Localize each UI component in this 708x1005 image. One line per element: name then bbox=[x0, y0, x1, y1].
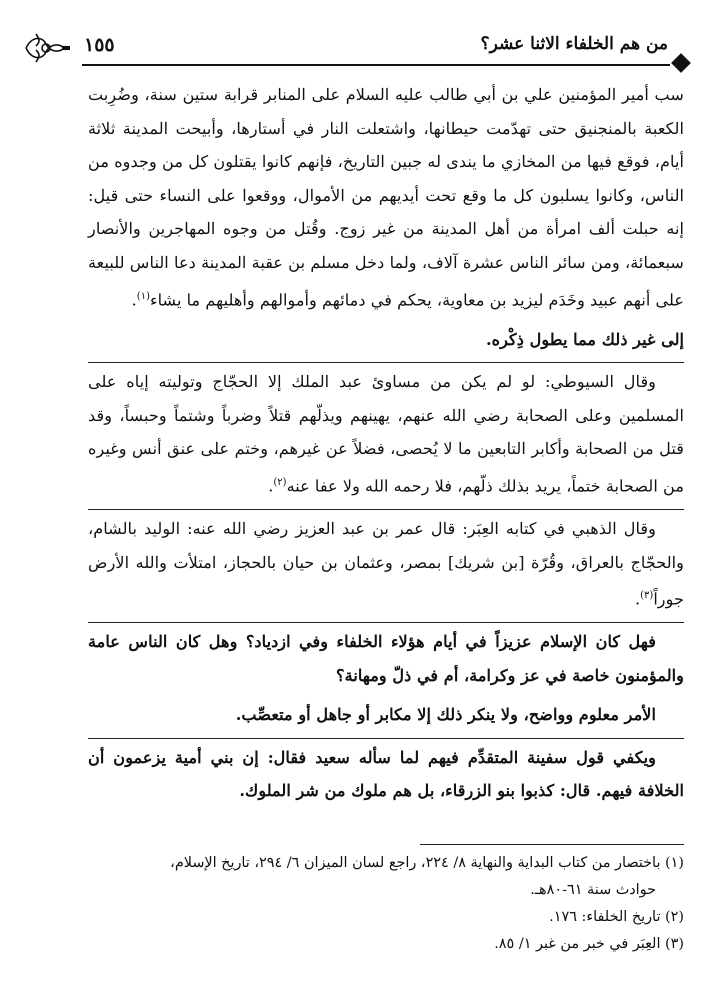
ornament-icon bbox=[22, 28, 70, 68]
footnote-ref-3[interactable]: (٣) bbox=[640, 590, 654, 602]
paragraph-2: إلى غير ذلك مما يطول ذِكْره. bbox=[486, 329, 684, 349]
header-rule bbox=[82, 64, 670, 66]
footnote-2: (٢) تاريخ الخلفاء: ١٧٦. bbox=[549, 909, 684, 925]
footnotes bbox=[88, 850, 684, 958]
paragraph-1: سب أمير المؤمنين علي بن أبي طالب عليه السلام على المنابر قرابة ستين سنة، وضُرِبت الكعبة بالمنجنيق حتى تهدّمت حيطانها، واشتعلت النار في أستارها، وأبيحت المدينة ثلاثة أيام، فوقع فيها من المخازي ما يندى له جبين التاريخ، فإنهم كانوا يقتلون كل من وجدوه من الناس، وكانوا يسلبون كل ما وقع تحت أيديهم من الأموال، ووقعوا على النساء حتى قيل: إنه حبلت ألف امرأة من أهل المدينة من غير زوج. وقُتل من وجوه المهاجرين والأنصار سبعمائة، ومن سائر الناس عشرة آلاف، ولما دخل مسلم بن عقبة المدينة دعا الناس للبيعة على أنهم عبيد وخَدَم ليزيد بن معاوية، يحكم في دمائهم وأموالهم وأهليهم ما يشاء$^{(١)}$. bbox=[88, 85, 684, 309]
page-header bbox=[22, 28, 688, 68]
footnote-ref-2[interactable]: (٢) bbox=[273, 476, 287, 488]
running-title: من هم الخلفاء الاثنا عشر؟ bbox=[480, 34, 668, 54]
diamond-icon bbox=[671, 53, 691, 73]
footnote-1: (١) باختصار من كتاب البداية والنهاية ٨/ ٢٢٤، راجع لسان الميزان ٦/ ٢٩٤، تاريخ الإسلام، bbox=[170, 855, 684, 871]
paragraph-3-text: وقال السيوطي: لو لم يكن من مساوئ عبد الملك إلا الحجّاج وتوليته إياه على المسلمين وعلى الصحابة رضي الله عنهم، يهينهم ويذلّهم قتلاً وضرباً وشتماً وحبساً، وقد قتل من الصحابة وأكابر التابعين ما لا يُحصى، فضلاً عن غيرهم، وختم على عنق أنس وغيره من الصحابة ختماً، يريد بذلك ذلّهم، فلا رحمه الله ولا عفا عنه bbox=[88, 372, 684, 496]
paragraph-4-text: وقال الذهبي في كتابه العِبَر: قال عمر بن عبد العزيز رضي الله عنه: الوليد بالشام، والحجّاج بالعراق، وقُرّة [بن شريك] بمصر، وعثمان بن حيان بالحجاز، امتلأت والله الأرض جوراً bbox=[88, 518, 684, 609]
paragraph-4: وقال الذهبي في كتابه العِبَر: قال عمر بن عبد العزيز رضي الله عنه: الوليد بالشام، والحجّاج بالعراق، وقُرّة [بن شريك] بمصر، وعثمان بن حيان بالحجاز، امتلأت والله الأرض جوراً$^{(٣)}$. bbox=[88, 509, 684, 616]
main-text bbox=[88, 78, 684, 814]
paragraph-5: فهل كان الإسلام عزيزاً في أيام هؤلاء الخلفاء وفي ازدياد؟ وهل كان الناس عامة والمؤمنون خاصة في عز وكرامة، أم في ذلّ ومهانة؟ bbox=[88, 622, 684, 692]
footnote-1-continued: حوادث سنة ٦١-٨٠هـ. bbox=[530, 882, 656, 898]
paragraph-3: وقال السيوطي: لو لم يكن من مساوئ عبد الملك إلا الحجّاج وتوليته إياه على المسلمين وعلى الصحابة رضي الله عنهم، يهينهم ويذلّهم قتلاً وضرباً وشتماً وحبساً، وقد قتل من الصحابة وأكابر التابعين ما لا يُحصى، فضلاً عن غيرهم، وختم على عنق أنس وغيره من الصحابة ختماً، يريد بذلك ذلّهم، فلا رحمه الله ولا عفا عنه$^{(٢)}$. bbox=[88, 362, 684, 503]
paragraph-1-text: سب أمير المؤمنين علي بن أبي طالب عليه السلام على المنابر قرابة ستين سنة، وضُرِبت الكعبة بالمنجنيق حتى تهدّمت حيطانها، واشتعلت النار في أستارها، وأبيحت المدينة ثلاثة أيام، فوقع فيها من المخازي ما يندى له جبين التاريخ، فإنهم كانوا يقتلون كل من وجدوه من الناس، وكانوا يسلبون كل ما وقع تحت أيديهم من الأموال، ووقعوا على النساء حتى قيل: إنه حبلت ألف امرأة من أهل المدينة من غير زوج. وقُتل من وجوه المهاجرين والأنصار سبعمائة، ومن سائر الناس عشرة آلاف، ولما دخل مسلم بن عقبة المدينة دعا الناس للبيعة على أنهم عبيد وخَدَم ليزيد بن معاوية، يحكم في دمائهم وأموالهم وأهليهم ما يشاء bbox=[88, 85, 684, 309]
footnote-ref-1[interactable]: (١) bbox=[136, 290, 150, 302]
page-number: ١٥٥ bbox=[84, 34, 115, 56]
footnote-3: (٣) العِبَر في خبر من غبر ١/ ٨٥. bbox=[494, 936, 684, 952]
paragraph-6: الأمر معلوم وواضح، ولا ينكر ذلك إلا مكابر أو جاهل أو متعصِّب. bbox=[235, 705, 656, 725]
footnote-separator bbox=[420, 844, 684, 845]
paragraph-7: ويكفي قول سفينة المتقدِّم فيهم لما سأله سعيد فقال: إن بني أمية يزعمون أن الخلافة فيهم. قال: كذبوا بنو الزرقاء، بل هم ملوك من شر الملوك. bbox=[88, 738, 684, 808]
